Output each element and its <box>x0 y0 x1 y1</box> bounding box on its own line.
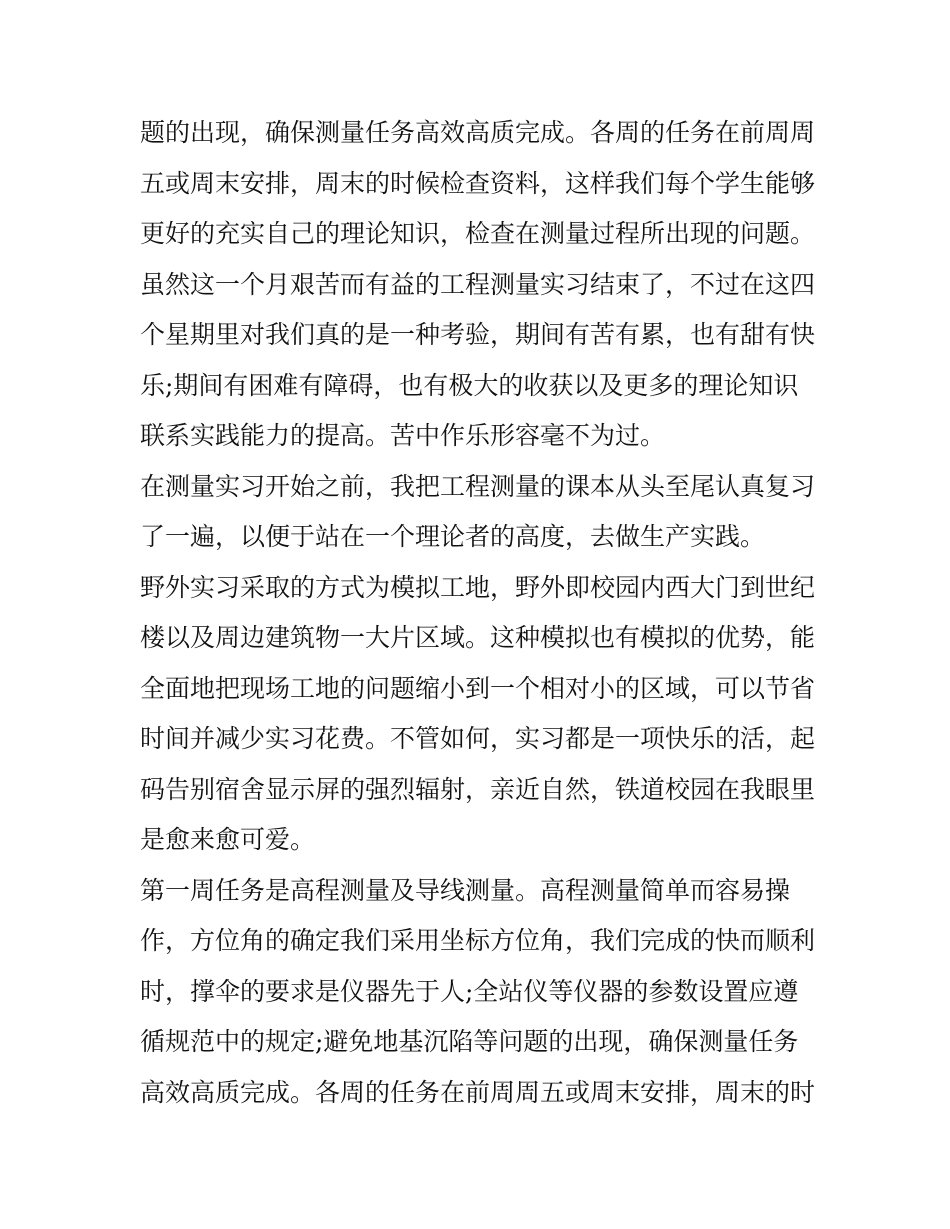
text-line: 虽然这一个月艰苦而有益的工程测量实习结束了，不过在这四 <box>140 269 816 299</box>
text-line: 时间并减少实习花费。不管如何，实习都是一项快乐的活，起 <box>140 724 816 753</box>
text-line: 了一遍，以便于站在一个理论者的高度，去做生产实践。 <box>140 522 766 551</box>
text-line: 乐;期间有困难有障碍，也有极大的收获以及更多的理论知识 <box>140 370 799 400</box>
text-line: 时，撑伞的要求是仪器先于人;全站仪等仪器的参数设置应遵 <box>140 976 799 1006</box>
text-line: 更好的充实自己的理论知识，检查在测量过程所出现的问题。 <box>140 219 816 248</box>
text-line: 楼以及周边建筑物一大片区域。这种模拟也有模拟的优势，能 <box>140 623 816 652</box>
text-line: 题的出现，确保测量任务高效高质完成。各周的任务在前周周 <box>140 118 816 147</box>
text-line: 联系实践能力的提高。苦中作乐形容毫不为过。 <box>140 421 666 450</box>
document-body <box>140 108 830 1118</box>
text-line: 在测量实习开始之前，我把工程测量的课本从头至尾认真复习 <box>140 471 816 501</box>
text-line: 第一周任务是高程测量及导线测量。高程测量简单而容易操 <box>140 875 791 905</box>
text-line: 是愈来愈可爱。 <box>140 825 316 854</box>
text-line: 全面地把现场工地的问题缩小到一个相对小的区域，可以节省 <box>140 673 816 703</box>
text-line: 高效高质完成。各周的任务在前周周五或周末安排，周末的时 <box>140 1077 816 1107</box>
text-line: 码告别宿舍显示屏的强烈辐射，亲近自然，铁道校园在我眼里 <box>140 774 816 804</box>
text-line: 循规范中的规定;避免地基沉陷等问题的出现，确保测量任务 <box>140 1027 799 1056</box>
text-line: 作，方位角的确定我们采用坐标方位角，我们完成的快而顺利 <box>140 926 816 955</box>
text-line: 个星期里对我们真的是一种考验，期间有苦有累，也有甜有快 <box>140 320 816 349</box>
text-line: 野外实习采取的方式为模拟工地，野外即校园内西大门到世纪 <box>140 572 816 602</box>
text-line: 五或周末安排，周末的时候检查资料，这样我们每个学生能够 <box>140 168 816 198</box>
